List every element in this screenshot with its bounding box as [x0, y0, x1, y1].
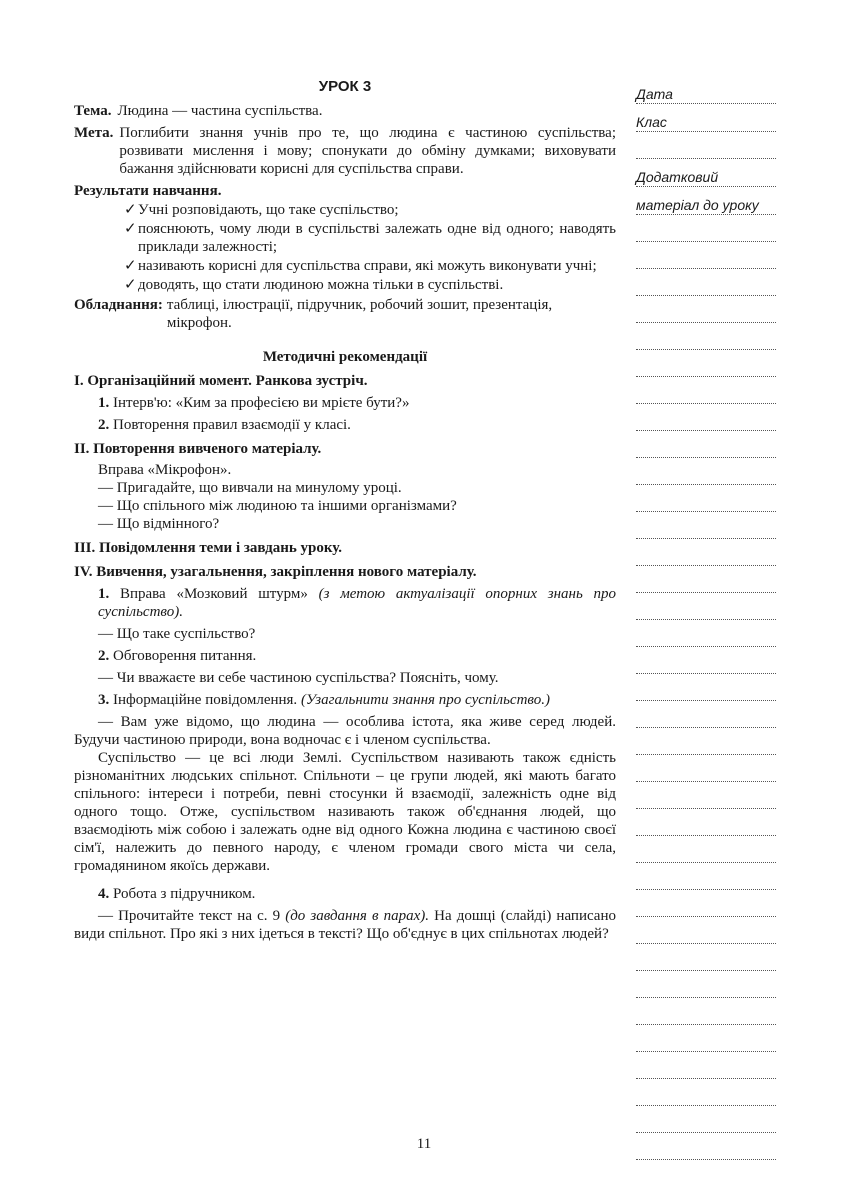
section-4-question-1: — Що таке суспільство?: [98, 626, 256, 642]
notes-sidebar: [636, 78, 776, 1162]
note-line: [636, 865, 776, 890]
equipment-row: [74, 296, 616, 332]
note-line: [636, 568, 776, 593]
note-line: [636, 352, 776, 377]
section-4-heading: IV. Вивчення, узагальнення, закріплення нового матеріалу.: [74, 564, 477, 580]
note-line: [636, 460, 776, 485]
section-1-heading: І. Організаційний момент. Ранкова зустріч.: [74, 373, 368, 389]
note-line: [636, 946, 776, 971]
equipment-label: Обладнання:: [74, 297, 163, 313]
section-4-item-2: 2. Обговорення питання.: [98, 648, 257, 664]
note-line: [636, 919, 776, 944]
section-3-heading: ІІІ. Повідомлення теми і завдань уроку.: [74, 540, 343, 556]
note-line: [636, 730, 776, 755]
section-4-item-3: 3. Інформаційне повідомлення. (Узагальнити знання про суспільство.): [98, 692, 550, 708]
results-list: [124, 201, 616, 294]
goal-row: [74, 124, 616, 178]
note-line: [636, 514, 776, 539]
goal-label: Мета.: [74, 125, 114, 141]
note-line: [636, 622, 776, 647]
note-line: [636, 244, 776, 269]
check-icon: ✓: [124, 258, 137, 274]
note-line: [636, 433, 776, 458]
section-1-item-1: 1. Інтерв'ю: «Ким за професією ви мрієте бути?»: [98, 395, 410, 411]
section-4-paragraph-1: — Вам уже відомо, що людина — особлива істота, яка живе серед людей. Будучи частиною природи, вона водночас є і членом суспільства.: [74, 714, 616, 748]
result-item: ✓ пояснюють, чому люди в суспільстві залежать одне від одного; наводять приклади залежності;: [124, 221, 616, 255]
results-heading: Результати навчання.: [74, 183, 222, 199]
note-line: [636, 703, 776, 728]
section-2-line: — Що відмінного?: [98, 516, 220, 532]
goal-text: Поглибити знання учнів про те, що людина є частиною суспільства; розвивати мислення і мову; спонукати до обміну думками; виховувати бажання здійснювати корисні для суспільства справи.: [119, 125, 616, 177]
section-2-line: Вправа «Мікрофон».: [98, 462, 232, 478]
note-line: [636, 379, 776, 404]
method-title: Методичні рекомендації: [262, 349, 428, 365]
check-icon: ✓: [124, 221, 137, 237]
note-line: [636, 757, 776, 782]
note-line: [636, 973, 776, 998]
topic-text: Людина — частина суспільства.: [117, 103, 323, 119]
note-line: [636, 1027, 776, 1052]
page-number: 11: [416, 1136, 432, 1152]
note-line: [636, 595, 776, 620]
section-4-question-2: — Чи вважаєте ви себе частиною суспільства? Поясніть, чому.: [98, 670, 499, 686]
section-2-line: — Що спільного між людиною та іншими організмами?: [98, 498, 457, 514]
result-item: ✓ доводять, що стати людиною можна тільки в суспільстві.: [124, 277, 504, 293]
note-line: [636, 487, 776, 512]
check-icon: ✓: [124, 277, 137, 293]
class-field: Клас: [636, 106, 776, 132]
note-line: [636, 649, 776, 674]
extra-material-label-2: матеріал до уроку: [636, 189, 776, 215]
section-2-line: — Пригадайте, що вивчали на минулому уроці.: [98, 480, 402, 496]
note-line: [636, 892, 776, 917]
result-item: ✓ називають корисні для суспільства справи, які можуть виконувати учні;: [124, 258, 597, 274]
section-4-item-1: 1. Вправа «Мозковий штурм» (з метою актуалізації опорних знань про суспільство).: [98, 586, 617, 620]
topic-row: [74, 102, 616, 120]
note-line: [636, 325, 776, 350]
lesson-title: УРОК 3: [318, 78, 372, 95]
note-line: [636, 784, 776, 809]
section-4-item-4: 4. Робота з підручником.: [98, 886, 256, 902]
note-line: [636, 217, 776, 242]
note-line: [636, 298, 776, 323]
note-line: [636, 811, 776, 836]
topic-label: Тема.: [74, 103, 112, 119]
check-icon: ✓: [124, 202, 137, 218]
section-4-paragraph-3: — Прочитайте текст на с. 9 (до завдання в парах). На дошці (слайді) написано види спільнот. Про які з них ідеться в тексті? Що об'єднує в цих спільнотах людей?: [74, 908, 616, 942]
note-line: [636, 271, 776, 296]
equipment-text: таблиці, ілюстрації, підручник, робочий зошит, презентація, мікрофон.: [166, 297, 553, 331]
note-line: [636, 838, 776, 863]
section-4-paragraph-2: Суспільство — це всі люди Землі. Суспільством називають також єдність різноманітних людських спільнот. Спільноти – це групи людей, які мають багато спільного: інтереси і потреби, певні стосунки й взаємодії, залежність одне від одного тощо. Отже, суспільством називають також об'єднання людей, що взаємодіють між собою і залежать одне від одного Кожна людина є частиною своєї сім'ї, належить до певного народу, є членом громади свого міста чи села, громадянином якоїсь держави.: [74, 750, 616, 874]
note-lines: [636, 217, 776, 1160]
note-line: [636, 1054, 776, 1079]
note-line: [636, 676, 776, 701]
note-line: [636, 134, 776, 159]
section-2-heading: ІІ. Повторення вивченого матеріалу.: [74, 441, 322, 457]
note-line: [636, 406, 776, 431]
extra-material-label: Додатковий: [636, 161, 776, 187]
date-field: Дата: [636, 78, 776, 104]
result-item: ✓ Учні розповідають, що таке суспільство;: [124, 202, 399, 218]
section-1-item-2: 2. Повторення правил взаємодії у класі.: [98, 417, 351, 433]
lesson-plan: [74, 78, 616, 943]
note-line: [636, 541, 776, 566]
note-line: [636, 1081, 776, 1106]
note-line: [636, 1108, 776, 1133]
note-line: [636, 1000, 776, 1025]
